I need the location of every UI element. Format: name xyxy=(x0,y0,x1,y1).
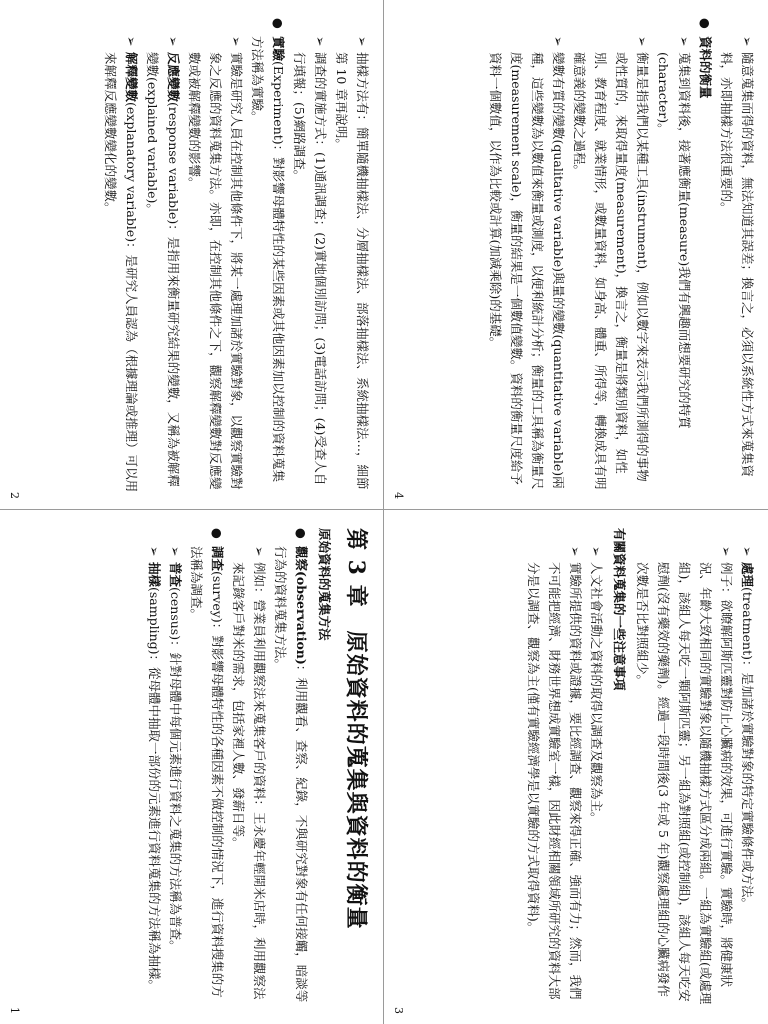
treatment-term: 處理 xyxy=(740,562,755,588)
page-2-panel xyxy=(0,0,383,509)
intro-item xyxy=(716,18,758,493)
explanatory-variable-item xyxy=(100,18,142,493)
survey-item xyxy=(186,528,228,1008)
page-3-panel xyxy=(384,510,768,1024)
bullet-icon: ● xyxy=(698,18,713,29)
arrow-bullet-icon: ➢ xyxy=(589,546,604,557)
survey-ways-text: 調查的實施方式：(1)通訊調查；(2)實地個別訪問；(3)電話訪問；(4)受查人自行填報；(5)網路調查。 xyxy=(292,52,328,486)
experiment-term: 實驗 xyxy=(271,36,286,62)
page-number: 3 xyxy=(392,1007,405,1014)
arrow-bullet-icon: ➢ xyxy=(252,546,267,557)
measurement-heading-item xyxy=(695,18,716,493)
page-4-panel xyxy=(384,0,768,509)
census-text: (census)：針對母體中每個元素進行資料之蒐集的方法稱為普查。 xyxy=(168,587,183,953)
survey-text: (survey)：對影響母體特性的各種因素不做控制的情況下，進行資料搜集的方法稱為調查。 xyxy=(189,546,225,998)
note-1-item xyxy=(586,528,607,1008)
page-1-panel xyxy=(0,510,383,1024)
arrow-bullet-icon: ➢ xyxy=(313,36,328,47)
bullet-icon: ● xyxy=(210,528,225,539)
page-number: 4 xyxy=(392,492,405,499)
observation-example-text: 例如：營業員利用觀察法來蒐集客戶的資料：王永慶年輕開米店時，利用觀察法來記錄客戶對米的需求，包括家裡人數、發薪日等。 xyxy=(231,562,267,1000)
arrow-bullet-icon: ➢ xyxy=(740,546,755,557)
measurement-definition-text: 衡量是指我們以某種工具(instrument)，例如以數字來表示我們所測得的事物或性質的，來取得量度(measurement)，換言之，衡量是將類別資料，如性別、教育程度、就業情形，或數量資料，如身高、體重、所得等，轉換成具有明確意義的變數之過程。 xyxy=(572,52,650,490)
census-term: 普查 xyxy=(168,562,183,588)
arrow-bullet-icon: ➢ xyxy=(635,36,650,47)
arrow-bullet-icon: ➢ xyxy=(719,546,734,557)
arrow-bullet-icon: ➢ xyxy=(147,546,162,557)
arrow-bullet-icon: ➢ xyxy=(677,36,692,47)
note-2-text: 實驗所提供的資料或證據，要比經調查、觀察來得正確、強而有力；然而，我們不可能把經濟、財務世界想成實驗室一樣，因此財經相關領域所研究的資料大部分是以調查、觀察為主(僅有實驗經濟學是以實驗的方式取得資料)。 xyxy=(526,562,583,1000)
notes-title: 有關資料蒐集的一些注意事項 xyxy=(612,528,627,691)
experiment-detail-text: 實驗是研究人員在控制其他條件下，將某一處理加諸於實驗對象，以觀察實驗對象之反應的資料蒐集方法。亦即，在控制其他條件之下，觀察解釋變數對反應變數或被解釋變數的影響。 xyxy=(187,52,244,490)
experiment-detail-item xyxy=(184,18,247,493)
variable-types-item xyxy=(485,18,569,493)
page-number: 1 xyxy=(8,1007,21,1014)
observation-term: 觀察(observation) xyxy=(294,546,309,665)
response-term: 反應變數 xyxy=(166,52,181,103)
intro-text: 隨意蒐集而得的資料，無法知道其誤差；換言之，必須以系統性方式來蒐集資料，亦即抽樣方法很重要的。 xyxy=(719,52,755,478)
explanatory-term: 解釋變數 xyxy=(124,52,139,103)
observation-item xyxy=(270,528,312,1008)
treatment-item xyxy=(737,528,758,1008)
bullet-icon: ● xyxy=(271,18,286,29)
explanatory-text: (explanatory variable)：是研究人員認為（根據理論或推理）可以用來解釋反應變數變化的變數。 xyxy=(103,52,139,493)
sampling-term: 抽樣 xyxy=(147,562,162,588)
treatment-example-text: 例子：欲瞭解阿斯匹靈對防止心臟病的效果，可進行實驗。實驗時，將健康狀況、年齡大致相同的實驗對象以隨機抽樣方式區分成兩組。一組為實驗組(或處理組)，該組人每天吃一顆阿斯匹靈；另一組為對照組(或控制組)，該組人每天吃安慰劑(沒有藥效的藥劑)。經過一段時間後(3 年或 5 年)觀察處理組的心臟病發作次數是否比對照組少。 xyxy=(635,562,734,1005)
experiment-item xyxy=(247,18,289,493)
page-number: 2 xyxy=(8,492,21,499)
page-2 xyxy=(0,0,383,507)
measurement-heading: 資料的衡量 xyxy=(698,36,713,99)
experiment-text: (Experiment)：對影響母體特性的某些因素或其他因素加以控制的資料蒐集方法稱為實驗。 xyxy=(250,36,286,483)
treatment-example-item xyxy=(632,528,737,1008)
note-1-text: 人文社會活動之資料的取得以調查及觀察為主。 xyxy=(589,562,604,825)
arrow-bullet-icon: ➢ xyxy=(568,546,583,557)
page-1-subtitle: 原始資料的蒐集方法 xyxy=(317,528,332,641)
arrow-bullet-icon: ➢ xyxy=(124,36,139,47)
measurement-definition-item xyxy=(569,18,653,493)
measure-item xyxy=(653,18,695,493)
arrow-bullet-icon: ➢ xyxy=(166,36,181,47)
arrow-bullet-icon: ➢ xyxy=(551,36,566,47)
observation-text: ：利用觀看、查察、紀錄，不與研究對象有任何接觸，暗談等行為的資料蒐集方法。 xyxy=(273,546,309,1003)
variable-types-text: 變數有質的變數(qualitative variable)與量的變數(quantitative variable)兩種，這些變數為以數值來衡量或測度，以便利統計分析；衡量的工具稱為衡量尺度(measurement scale)，衡量的結果是一個數值變數。資料的衡量尺度給予資料一個數值，以作為比較或計算(加減乘除)的基礎。 xyxy=(488,52,566,490)
arrow-bullet-icon: ➢ xyxy=(740,36,755,47)
page-1-title: 第 3 章 原始資料的蒐集與資料的衡量 xyxy=(343,528,369,930)
page-1 xyxy=(0,510,383,1022)
response-text: (response variable)：是指用來衡量研究結果的變數，又稱為被解釋變數(explained variable)。 xyxy=(145,52,181,487)
bullet-icon: ● xyxy=(294,528,309,539)
response-variable-item xyxy=(142,18,184,493)
observation-example xyxy=(228,528,270,1008)
sampling-methods-text: 抽樣方法有：簡單隨機抽樣法、分層抽樣法、部落抽樣法、系統抽樣法…，細節第 10 章再說明。 xyxy=(334,52,370,490)
sampling-text: (sampling)：從母體中抽取一部份的元素進行資料蒐集的方法稱為抽樣。 xyxy=(147,587,162,993)
page-4 xyxy=(384,0,768,507)
survey-ways-item xyxy=(289,18,331,493)
measure-text: 蒐集到資料後，接著應衡量(measure)我們有興趣而想要研究的特質(character)。 xyxy=(656,52,692,429)
treatment-text: (treatment)：是加諸於實驗對象的特定實驗條件或方法。 xyxy=(740,587,755,910)
arrow-bullet-icon: ➢ xyxy=(229,36,244,47)
sampling-item xyxy=(144,528,165,1008)
page-3 xyxy=(384,510,768,1022)
census-item xyxy=(165,528,186,1008)
sampling-methods-item xyxy=(331,18,373,493)
survey-term: 調查 xyxy=(210,546,225,572)
arrow-bullet-icon: ➢ xyxy=(168,546,183,557)
note-2-item xyxy=(523,528,586,1008)
arrow-bullet-icon: ➢ xyxy=(355,36,370,47)
